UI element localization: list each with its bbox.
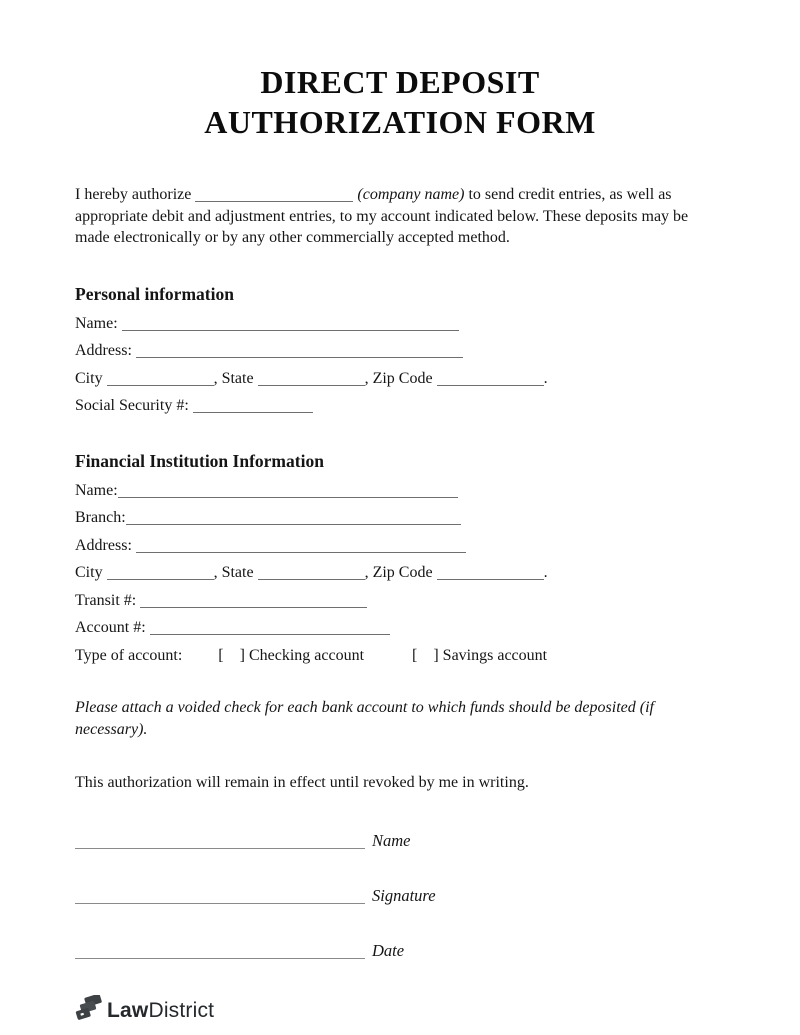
date-input-line[interactable] xyxy=(75,946,365,959)
financial-state-label: State xyxy=(221,564,254,581)
brand-law: Law xyxy=(107,999,149,1022)
financial-section xyxy=(75,477,725,670)
comma: , xyxy=(213,564,218,581)
personal-city-label: City xyxy=(75,369,103,387)
personal-name-label: Name: xyxy=(75,314,118,332)
financial-name-row xyxy=(75,477,725,505)
financial-transit-input-line[interactable] xyxy=(140,595,367,608)
financial-section-heading: Financial Institution Information xyxy=(75,450,324,471)
personal-state-input-line[interactable] xyxy=(258,373,365,386)
period: . xyxy=(543,564,548,581)
personal-address-label: Address: xyxy=(75,342,132,359)
signee-name-row xyxy=(75,830,725,851)
comma: , xyxy=(213,369,218,387)
page-title-line2: AUTHORIZATION FORM xyxy=(204,104,596,140)
date-row xyxy=(75,940,725,961)
personal-city-state-zip-row xyxy=(75,365,725,393)
footer xyxy=(75,995,725,1027)
intro-rest: to send credit entries, as well as appropriate debit and adjustment entries, to my account indicated below. These deposits may be made electronically or by any other commercially accepted method. xyxy=(75,186,689,246)
personal-zip-label: Zip Code xyxy=(372,369,433,387)
financial-branch-row xyxy=(75,504,725,532)
period: . xyxy=(543,369,548,387)
authorization-statement: This authorization will remain in effect until revoked by me in writing. xyxy=(75,774,529,791)
financial-address-input-line[interactable] xyxy=(136,540,466,553)
account-type-row xyxy=(75,642,725,670)
checking-account-checkbox[interactable]: [ ] xyxy=(218,646,245,664)
page-title xyxy=(75,62,725,142)
financial-city-input-line[interactable] xyxy=(107,567,214,580)
financial-transit-label: Transit #: xyxy=(75,591,137,609)
comma: , xyxy=(364,369,369,387)
personal-ssn-input-line[interactable] xyxy=(193,400,313,413)
lawdistrict-logo-text xyxy=(107,999,214,1023)
signee-name-input-line[interactable] xyxy=(75,836,365,849)
intro-lead: I hereby authorize xyxy=(75,186,192,203)
financial-account-row xyxy=(75,614,725,642)
personal-zip-input-line[interactable] xyxy=(437,373,544,386)
page-title-line1: DIRECT DEPOSIT xyxy=(260,64,540,100)
company-name-hint: (company name) xyxy=(357,186,465,203)
personal-ssn-label: Social Security #: xyxy=(75,397,189,414)
personal-section xyxy=(75,310,725,420)
date-label: Date xyxy=(372,941,405,960)
lawdistrict-logo-icon xyxy=(75,995,102,1027)
voided-check-note: Please attach a voided check for each bank account to which funds should be deposited (if necessary). xyxy=(75,699,654,738)
financial-zip-input-line[interactable] xyxy=(437,567,544,580)
brand-district: District xyxy=(148,999,215,1022)
financial-state-input-line[interactable] xyxy=(258,567,365,580)
financial-branch-input-line[interactable] xyxy=(126,512,461,525)
financial-address-row xyxy=(75,532,725,560)
comma: , xyxy=(364,564,369,581)
checking-account-label: Checking account xyxy=(248,646,365,664)
financial-name-label: Name: xyxy=(75,481,118,499)
financial-branch-label: Branch: xyxy=(75,509,126,526)
signature-input-line[interactable] xyxy=(75,891,365,904)
financial-city-state-zip-row xyxy=(75,559,725,587)
savings-account-checkbox[interactable]: [ ] xyxy=(412,646,439,664)
personal-ssn-row xyxy=(75,392,725,420)
personal-address-row xyxy=(75,337,725,365)
financial-zip-label: Zip Code xyxy=(372,564,433,581)
financial-transit-row xyxy=(75,587,725,615)
financial-address-label: Address: xyxy=(75,536,132,554)
personal-city-input-line[interactable] xyxy=(107,373,214,386)
savings-account-label: Savings account xyxy=(442,646,548,664)
financial-account-label: Account #: xyxy=(75,619,146,636)
personal-address-input-line[interactable] xyxy=(136,345,463,358)
personal-state-label: State xyxy=(221,369,254,387)
intro-paragraph xyxy=(75,184,725,249)
personal-name-input-line[interactable] xyxy=(122,318,459,331)
financial-city-label: City xyxy=(75,564,103,581)
financial-name-input-line[interactable] xyxy=(118,485,458,498)
financial-account-input-line[interactable] xyxy=(150,622,390,635)
account-type-label: Type of account: xyxy=(75,646,183,664)
personal-name-row xyxy=(75,310,725,338)
personal-section-heading: Personal information xyxy=(75,283,234,304)
signature-block xyxy=(75,830,725,961)
company-name-input-line[interactable] xyxy=(195,189,353,202)
signature-row xyxy=(75,885,725,906)
signee-name-label: Name xyxy=(372,831,411,850)
signature-label: Signature xyxy=(372,886,436,905)
